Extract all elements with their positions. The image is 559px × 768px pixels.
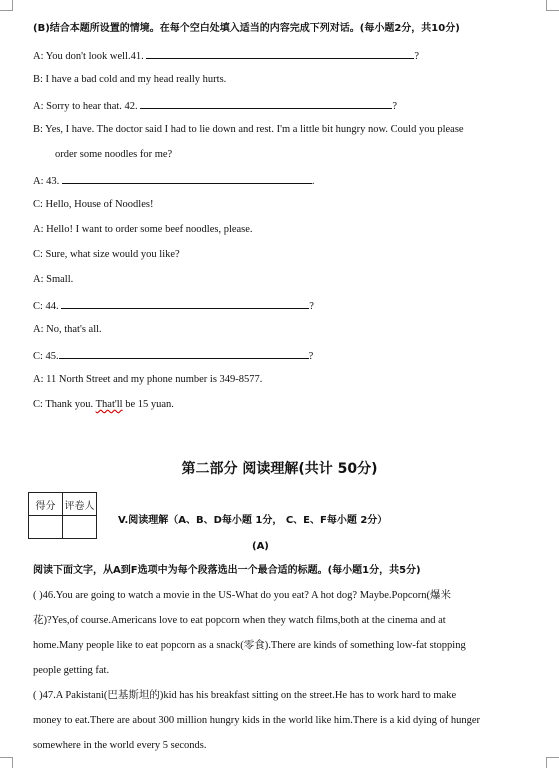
reading-instruction: 阅读下面文字，从A到F选项中为每个段落选出一个最合适的标题。(每小题1分，共5分) bbox=[33, 565, 421, 576]
question-46-line: 花)?Yes,of course.Americans love to eat popcorn when they watch films,both at the cinema and at bbox=[33, 615, 446, 626]
section-v-header: V.阅读理解（A、B、D每小题 1分， C、E、F每小题 2分） bbox=[118, 515, 388, 526]
score-label: 得分 bbox=[29, 493, 63, 516]
question-46-line: people getting fat. bbox=[33, 665, 110, 676]
question-46-line: ( )46.You are going to watch a movie in the US-What do you eat? A hot dog? Maybe.Popcorn(爆米 bbox=[33, 590, 451, 601]
dialogue-line: A: You don't look well.41. ? bbox=[33, 48, 419, 64]
dialogue-line: A: 43. . bbox=[33, 173, 315, 189]
dialogue-line: A: 11 North Street and my phone number is 349-8577. bbox=[33, 374, 263, 385]
dialogue-line: B: Yes, I have. The doctor said I had to lie down and rest. I'm a little bit hungry now. Could you please bbox=[33, 124, 464, 135]
grader-cell[interactable] bbox=[63, 516, 97, 539]
grader-label: 评卷人 bbox=[63, 493, 97, 516]
score-cell[interactable] bbox=[29, 516, 63, 539]
question-47-line: somewhere in the world every 5 seconds. bbox=[33, 740, 207, 751]
page-corner-mark bbox=[0, 757, 13, 768]
section-b-header: (B)结合本题所设置的情境。在每个空白处填入适当的内容完成下列对话。(每小题2分，共10分) bbox=[33, 23, 460, 34]
dialogue-line: A: Small. bbox=[33, 274, 74, 285]
answer-blank-42[interactable] bbox=[140, 98, 392, 109]
dialogue-line: A: No, that's all. bbox=[33, 324, 102, 335]
dialogue-line: C: Thank you. That'll be 15 yuan. bbox=[33, 399, 174, 410]
page-corner-mark bbox=[546, 757, 559, 768]
dialogue-line: C: Hello, House of Noodles! bbox=[33, 199, 154, 210]
dialogue-line: B: I have a bad cold and my head really hurts. bbox=[33, 74, 227, 85]
dialogue-line: A: Sorry to hear that. 42. ? bbox=[33, 98, 397, 114]
dialogue-line: C: 44. ? bbox=[33, 298, 314, 314]
page-corner-mark bbox=[0, 0, 13, 11]
dialogue-line: C: 45. ? bbox=[33, 348, 313, 364]
answer-blank-41[interactable] bbox=[146, 48, 414, 59]
answer-blank-44[interactable] bbox=[61, 298, 309, 309]
dialogue-line: order some noodles for me? bbox=[55, 149, 173, 160]
score-table bbox=[28, 492, 97, 539]
part-title: 第二部分 阅读理解(共计 50分) bbox=[181, 461, 378, 477]
passage-label: (A) bbox=[252, 541, 269, 552]
spellcheck-word: That'll bbox=[95, 399, 123, 410]
dialogue-line: C: Sure, what size would you like? bbox=[33, 249, 180, 260]
page-corner-mark bbox=[546, 0, 559, 11]
question-46-line: home.Many people like to eat popcorn as a snack(零食).There are kinds of something low-fat stopping bbox=[33, 640, 466, 651]
answer-blank-45[interactable] bbox=[59, 348, 309, 359]
dialogue-line: A: Hello! I want to order some beef noodles, please. bbox=[33, 224, 253, 235]
question-47-line: ( )47.A Pakistani(巴基斯坦的)kid has his breakfast sitting on the street.He has to work hard to make bbox=[33, 690, 457, 701]
answer-blank-43[interactable] bbox=[62, 173, 312, 184]
question-47-line: money to eat.There are about 300 million hungry kids in the world like him.There is a kid dying of hunger bbox=[33, 715, 481, 726]
